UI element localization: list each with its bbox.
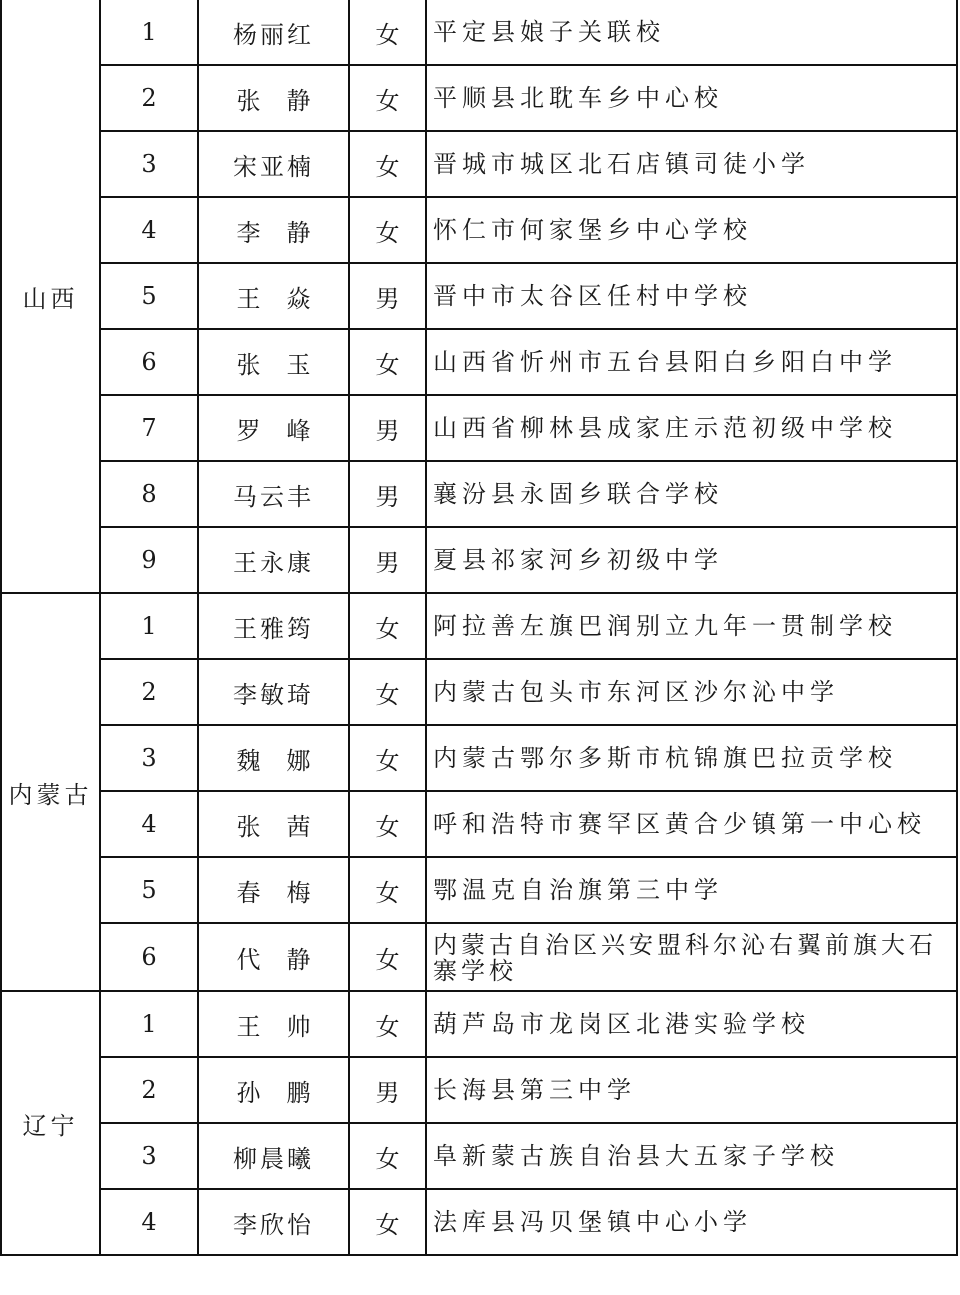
name-cell: 张静: [198, 65, 349, 131]
index-cell: 6: [100, 923, 198, 991]
index-cell: 2: [100, 1057, 198, 1123]
gender-cell: 男: [349, 1057, 426, 1123]
school-cell: 晋中市太谷区任村中学校: [426, 263, 957, 329]
name-cell: 李欣怡: [198, 1189, 349, 1255]
gender-cell: 女: [349, 991, 426, 1057]
gender-cell: 女: [349, 131, 426, 197]
name-cell: 孙鹏: [198, 1057, 349, 1123]
index-cell: 8: [100, 461, 198, 527]
school-cell: 法库县冯贝堡镇中心小学: [426, 1189, 957, 1255]
table-row: [1, 1123, 957, 1189]
table-row: [1, 395, 957, 461]
name-cell: 马云丰: [198, 461, 349, 527]
name-cell: 王永康: [198, 527, 349, 593]
index-cell: 5: [100, 263, 198, 329]
gender-cell: 女: [349, 0, 426, 65]
name-cell: 代静: [198, 923, 349, 991]
gender-cell: 男: [349, 395, 426, 461]
table-body: [1, 0, 957, 1255]
index-cell: 6: [100, 329, 198, 395]
name-cell: 宋亚楠: [198, 131, 349, 197]
table-row: [1, 527, 957, 593]
table-row: [1, 857, 957, 923]
table-row: [1, 329, 957, 395]
province-cell: 辽宁: [1, 991, 100, 1255]
school-cell: 内蒙古自治区兴安盟科尔沁右翼前旗大石寨学校: [426, 923, 957, 991]
name-cell: 王帅: [198, 991, 349, 1057]
table-row: [1, 263, 957, 329]
table-row: [1, 923, 957, 991]
gender-cell: 女: [349, 329, 426, 395]
school-cell: 山西省柳林县成家庄示范初级中学校: [426, 395, 957, 461]
gender-cell: 女: [349, 65, 426, 131]
school-cell: 怀仁市何家堡乡中心学校: [426, 197, 957, 263]
name-cell: 春梅: [198, 857, 349, 923]
province-cell: 内蒙古: [1, 593, 100, 991]
index-cell: 3: [100, 725, 198, 791]
name-cell: 王雅筠: [198, 593, 349, 659]
index-cell: 1: [100, 0, 198, 65]
index-cell: 7: [100, 395, 198, 461]
school-cell: 晋城市城区北石店镇司徒小学: [426, 131, 957, 197]
name-cell: 张茜: [198, 791, 349, 857]
gender-cell: 女: [349, 1123, 426, 1189]
table-row: [1, 791, 957, 857]
school-cell: 呼和浩特市赛罕区黄合少镇第一中心校: [426, 791, 957, 857]
table-row: [1, 65, 957, 131]
table-row: [1, 725, 957, 791]
table-row: [1, 1057, 957, 1123]
school-cell: 内蒙古鄂尔多斯市杭锦旗巴拉贡学校: [426, 725, 957, 791]
name-cell: 李敏琦: [198, 659, 349, 725]
gender-cell: 女: [349, 593, 426, 659]
index-cell: 3: [100, 131, 198, 197]
index-cell: 4: [100, 197, 198, 263]
gender-cell: 女: [349, 1189, 426, 1255]
index-cell: 9: [100, 527, 198, 593]
table-row: [1, 659, 957, 725]
name-cell: 杨丽红: [198, 0, 349, 65]
school-cell: 鄂温克自治旗第三中学: [426, 857, 957, 923]
school-cell: 夏县祁家河乡初级中学: [426, 527, 957, 593]
index-cell: 1: [100, 991, 198, 1057]
index-cell: 2: [100, 65, 198, 131]
gender-cell: 女: [349, 857, 426, 923]
gender-cell: 女: [349, 725, 426, 791]
gender-cell: 女: [349, 197, 426, 263]
index-cell: 4: [100, 1189, 198, 1255]
gender-cell: 女: [349, 923, 426, 991]
school-cell: 阜新蒙古族自治县大五家子学校: [426, 1123, 957, 1189]
school-cell: 平顺县北耽车乡中心校: [426, 65, 957, 131]
name-cell: 魏娜: [198, 725, 349, 791]
name-cell: 王焱: [198, 263, 349, 329]
name-cell: 柳晨曦: [198, 1123, 349, 1189]
index-cell: 4: [100, 791, 198, 857]
table-row: [1, 0, 957, 65]
school-cell: 内蒙古包头市东河区沙尔沁中学: [426, 659, 957, 725]
gender-cell: 男: [349, 461, 426, 527]
index-cell: 1: [100, 593, 198, 659]
gender-cell: 女: [349, 659, 426, 725]
school-cell: 阿拉善左旗巴润别立九年一贯制学校: [426, 593, 957, 659]
table-row: [1, 197, 957, 263]
index-cell: 2: [100, 659, 198, 725]
school-cell: 山西省忻州市五台县阳白乡阳白中学: [426, 329, 957, 395]
gender-cell: 女: [349, 791, 426, 857]
school-cell: 长海县第三中学: [426, 1057, 957, 1123]
school-cell: 葫芦岛市龙岗区北港实验学校: [426, 991, 957, 1057]
name-cell: 罗峰: [198, 395, 349, 461]
school-cell: 襄汾县永固乡联合学校: [426, 461, 957, 527]
gender-cell: 男: [349, 527, 426, 593]
gender-cell: 男: [349, 263, 426, 329]
index-cell: 5: [100, 857, 198, 923]
school-cell: 平定县娘子关联校: [426, 0, 957, 65]
table-row: [1, 131, 957, 197]
name-cell: 李静: [198, 197, 349, 263]
table-row: [1, 593, 957, 659]
name-cell: 张玉: [198, 329, 349, 395]
index-cell: 3: [100, 1123, 198, 1189]
table-row: [1, 461, 957, 527]
table-row: [1, 1189, 957, 1255]
table-row: [1, 991, 957, 1057]
province-cell: 山西: [1, 0, 100, 593]
